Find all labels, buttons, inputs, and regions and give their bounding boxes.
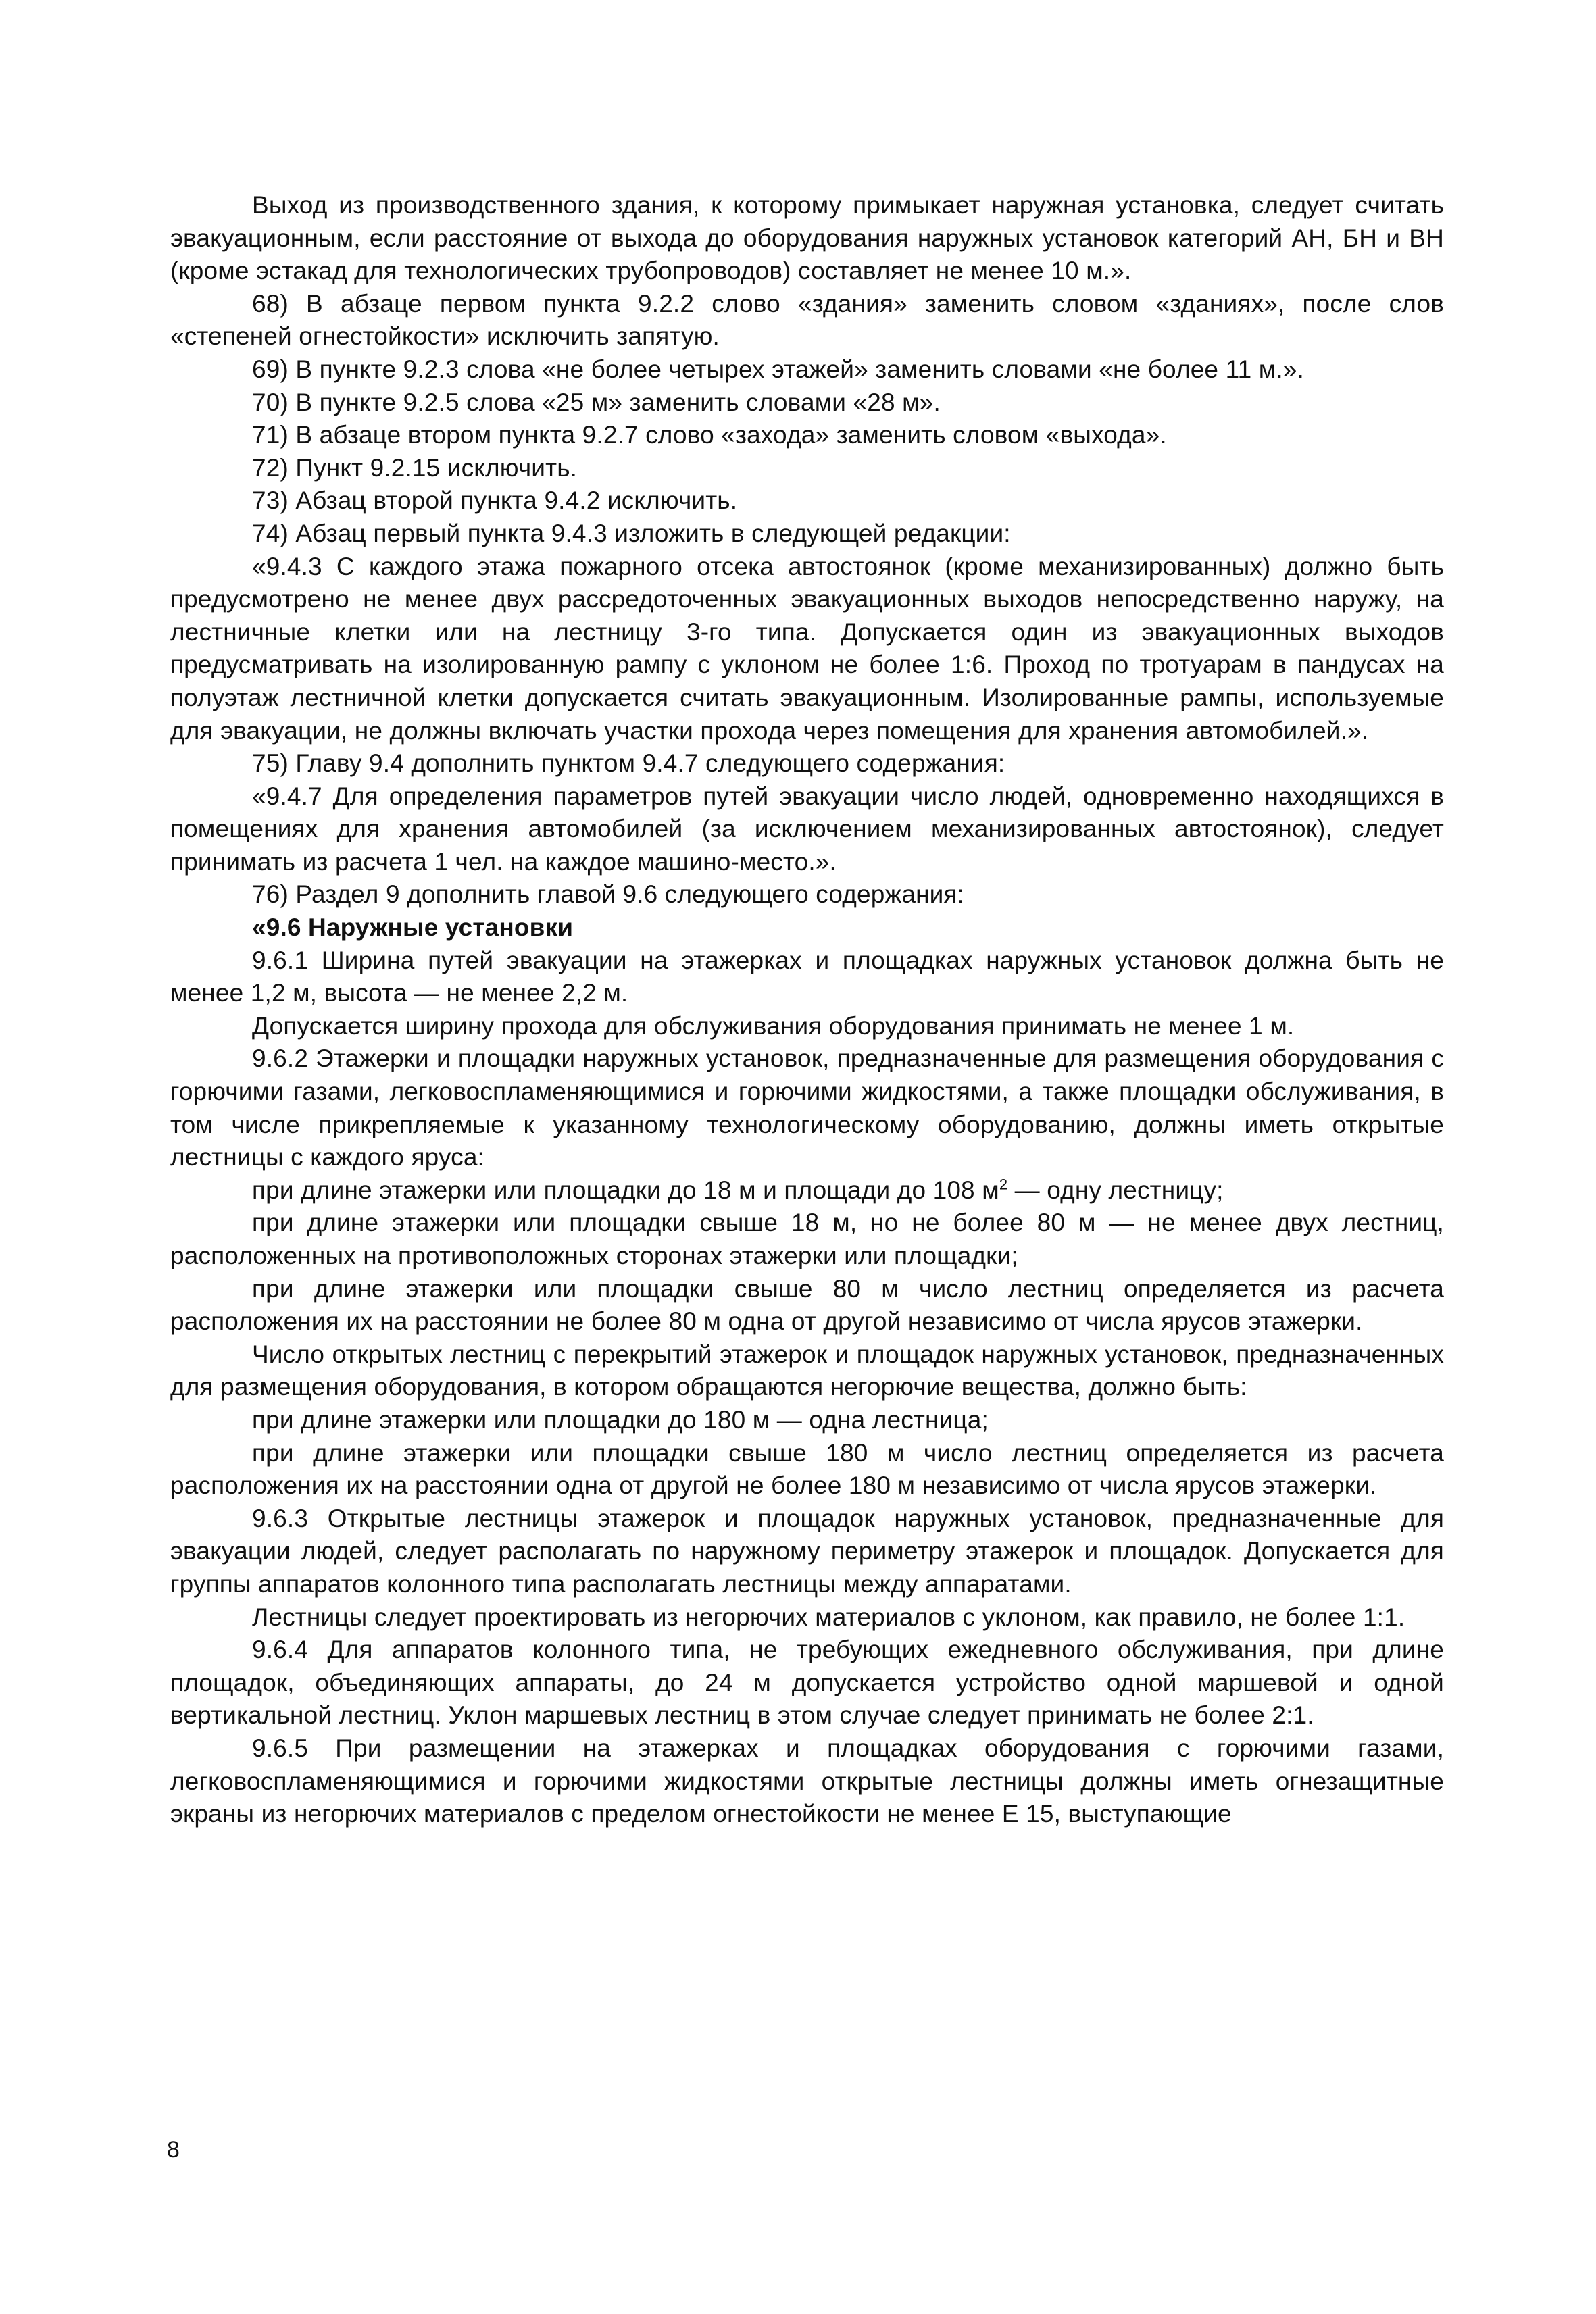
paragraph: 9.6.2 Этажерки и площадки наружных установок, предназначенные для размещения оборудования с горючими газами, легковоспламеняющимися и горючими жидкостями, а также площадки обслуживания, в том числе прикрепляемые к указанному технологическому оборудованию, должны иметь открытые лестницы с каждого яруса: [170, 1045, 1444, 1172]
paragraph: 72) Пункт 9.2.15 исключить. [252, 453, 578, 482]
paragraph: 68) В абзаце первом пункта 9.2.2 слово «здания» заменить словом «зданиях», после слов «степеней огнестойкости» исключить запятую. [170, 289, 1444, 351]
paragraph: 74) Абзац первый пункта 9.4.3 изложить в следующей редакции: [252, 519, 1011, 547]
paragraph: Число открытых лестниц с перекрытий этажерок и площадок наружных установок, предназначенных для размещения оборудования, в котором обращаются негорючие вещества, должно быть: [170, 1340, 1444, 1401]
paragraph: при длине этажерки или площадки свыше 18 м, но не более 80 м — не менее двух лестниц, расположенных на противоположных сторонах этажерки или площадки; [170, 1209, 1444, 1269]
paragraph: 71) В абзаце втором пункта 9.2.7 слово «захода» заменить словом «выхода». [252, 421, 1167, 449]
page-number: 8 [167, 2137, 180, 2163]
paragraph: 9.6.3 Открытые лестницы этажерок и площадок наружных установок, предназначенные для эвакуации людей, следует располагать по наружному периметру этажерок и площадок. Допускается для группы аппаратов колонного типа располагать лестницы между аппаратами. [170, 1504, 1444, 1598]
section-heading: «9.6 Наружные установки [252, 913, 574, 942]
paragraph-text: при длине этажерки или площадки до 18 м и площади до 108 м [252, 1176, 999, 1204]
paragraph: Допускается ширину прохода для обслуживания оборудования принимать не менее 1 м. [252, 1011, 1295, 1040]
paragraph: «9.4.7 Для определения параметров путей эвакуации число людей, одновременно находящихся в помещениях для хранения автомобилей (за исключением механизированных автостоянок), следует принимать из расчета 1 чел. на каждое машино-место.». [170, 782, 1444, 876]
paragraph: Выход из производственного здания, к которому примыкает наружная установка, следует считать эвакуационным, если расстояние от выхода до оборудования наружных установок категорий АН, БН и ВН (кроме эстакад для технологических трубопроводов) составляет не менее 10 м.». [170, 191, 1444, 285]
paragraph: 9.6.1 Ширина путей эвакуации на этажерках и площадках наружных установок должна быть не менее 1,2 м, высота — не менее 2,2 м. [170, 946, 1444, 1007]
paragraph: при длине этажерки или площадки свыше 80 м число лестниц определяется из расчета расположения их на расстоянии не более 80 м одна от другой независимо от числа ярусов этажерки. [170, 1274, 1444, 1336]
paragraph: 70) В пункте 9.2.5 слова «25 м» заменить словами «28 м». [252, 388, 941, 416]
paragraph: при длине этажерки или площадки свыше 180 м число лестниц определяется из расчета расположения их на расстоянии одна от другой не более 180 м независимо от числа ярусов этажерки. [170, 1438, 1444, 1500]
paragraph: 9.6.4 Для аппаратов колонного типа, не требующих ежедневного обслуживания, при длине площадок, объединяющих аппараты, до 24 м допускается устройство одной маршевой и одной вертикальной лестниц. Уклон маршевых лестниц в этом случае следует принимать не более 2:1. [170, 1636, 1444, 1730]
paragraph: Лестницы следует проектировать из негорючих материалов с уклоном, как правило, не более 1:1. [252, 1603, 1405, 1631]
paragraph: 69) В пункте 9.2.3 слова «не более четырех этажей» заменить словами «не более 11 м.». [252, 355, 1304, 383]
paragraph [170, 1174, 1444, 1207]
paragraph: 73) Абзац второй пункта 9.4.2 исключить. [252, 486, 738, 515]
paragraph-text: — одну лестницу; [1007, 1176, 1224, 1204]
paragraph: 76) Раздел 9 дополнить главой 9.6 следующего содержания: [252, 880, 965, 909]
paragraph: при длине этажерки или площадки до 180 м — одна лестница; [252, 1405, 989, 1434]
paragraph: «9.4.3 С каждого этажа пожарного отсека автостоянок (кроме механизированных) должно быть предусмотрено не менее двух рассредоточенных эвакуационных выходов непосредственно наружу, на лестничные клетки или на лестницу 3-го типа. Допускается один из эвакуационных выходов предусматривать на изолированную рампу с уклоном не более 1:6. Проход по тротуарам в пандусах на полуэтаж лестничной клетки допускается считать эвакуационным. Изолированные рампы, используемые для эвакуации, не должны включать участки прохода через помещения для хранения автомобилей.». [170, 552, 1444, 745]
document-body [170, 189, 1444, 1831]
paragraph: 9.6.5 При размещении на этажерках и площадках оборудования с горючими газами, легковоспламеняющимися и горючими жидкостями открытые лестницы должны иметь огнезащитные экраны из негорючих материалов с пределом огнестойкости не менее Е 15, выступающие [170, 1734, 1444, 1828]
paragraph: 75) Главу 9.4 дополнить пунктом 9.4.7 следующего содержания: [252, 749, 1005, 778]
superscript: 2 [999, 1176, 1008, 1193]
